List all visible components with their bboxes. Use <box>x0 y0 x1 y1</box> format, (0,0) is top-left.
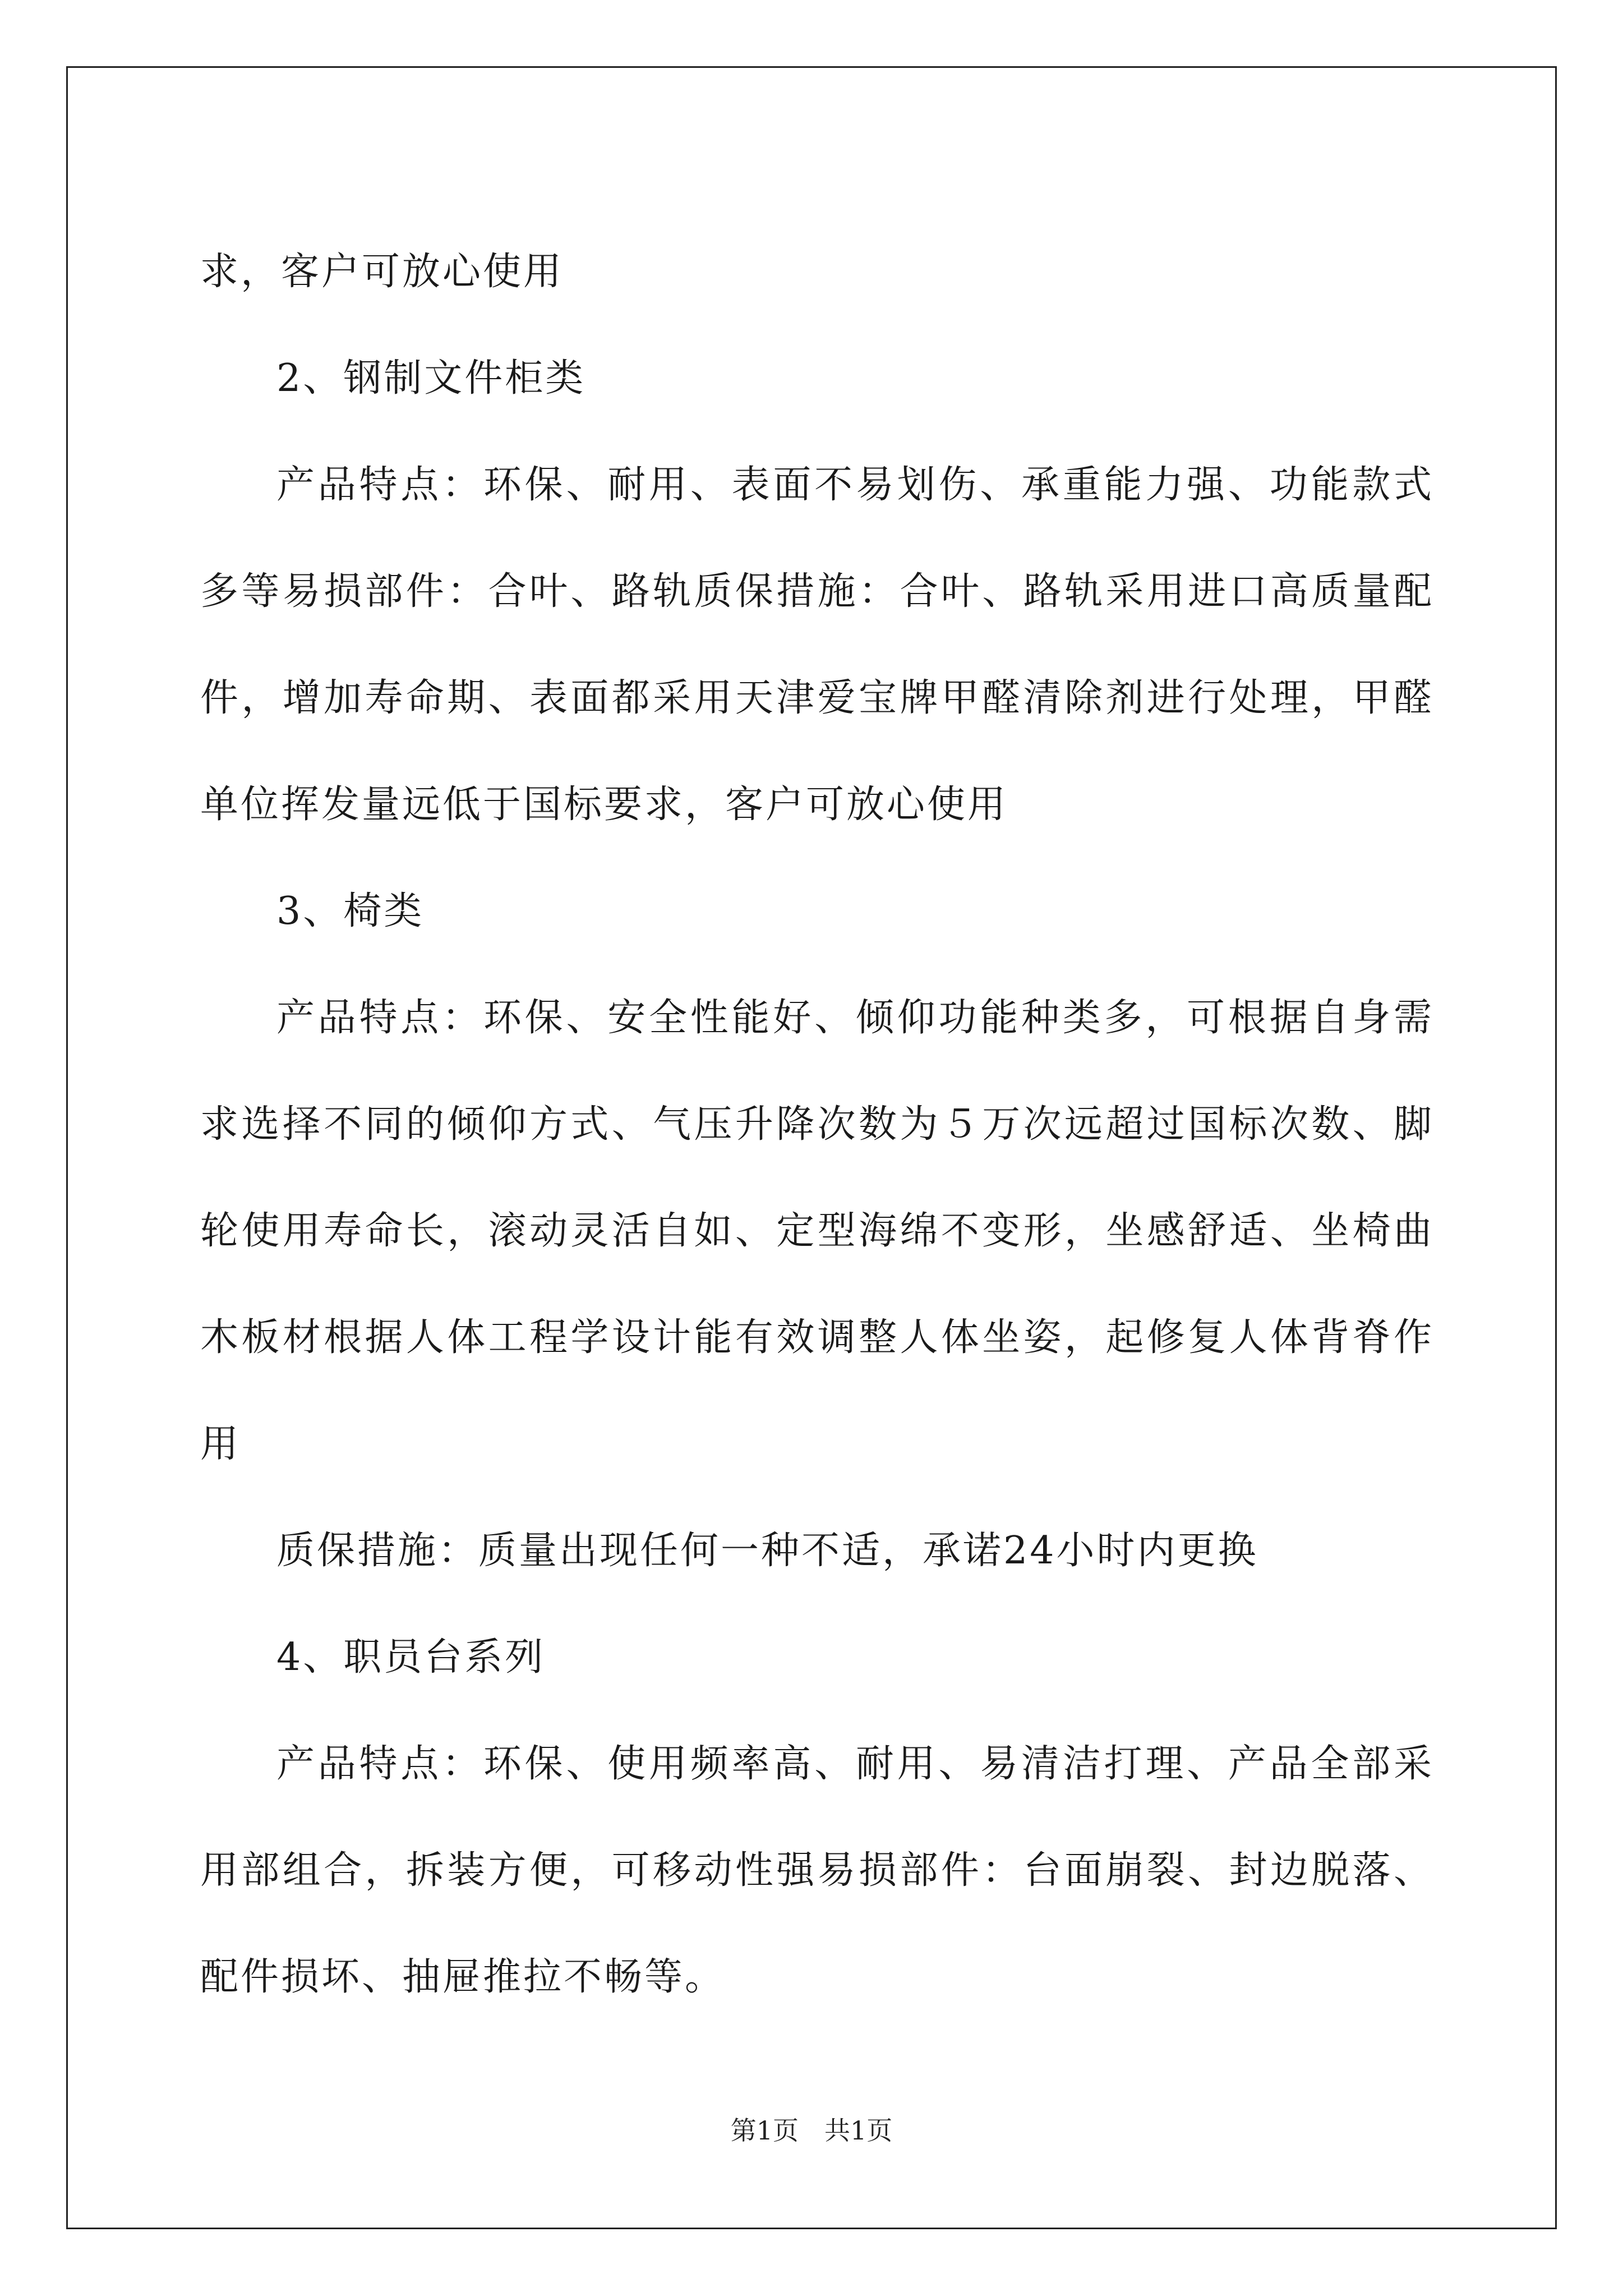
section-heading-chairs: 3、椅类 <box>276 889 425 933</box>
page-total: 共1页 <box>824 2115 893 2146</box>
section-heading-steel-cabinets: 2、钢制文件柜类 <box>276 356 586 401</box>
paragraph-chair-warranty: 质保措施：质量出现任何一种不适，承诺24小时内更换 <box>276 1529 1258 1573</box>
document-body <box>200 219 1434 2031</box>
paragraph-steel-cabinet-features: 产品特点：环保、耐用、表面不易划伤、承重能力强、功能款式多等易损部件：合叶、路轨质保措施：合叶、路轨采用进口高质量配件，增加寿命期、表面都采用天津爱宝牌甲醛清除剂进行处理，甲醛单位挥发量远低于国标要求，客户可放心使用 <box>200 463 1434 827</box>
section-heading-staff-desks: 4、职员台系列 <box>276 1635 546 1680</box>
paragraph-continued: 求，客户可放心使用 <box>200 250 564 294</box>
page-footer <box>0 2114 1623 2147</box>
paragraph-chair-features: 产品特点：环保、安全性能好、倾仰功能种类多，可根据自身需求选择不同的倾仰方式、气压升降次数为５万次远超过国标次数、脚轮使用寿命长，滚动灵活自如、定型海绵不变形，坐感舒适、坐椅曲木板材根据人体工程学设计能有效调整人体坐姿，起修复人体背脊作用 <box>200 996 1434 1466</box>
page-number: 第1页 <box>730 2115 799 2146</box>
paragraph-staff-desk-features: 产品特点：环保、使用频率高、耐用、易清洁打理、产品全部采用部组合，拆装方便，可移动性强易损部件：台面崩裂、封边脱落、配件损坏、抽屉推拉不畅等。 <box>200 1742 1434 1999</box>
